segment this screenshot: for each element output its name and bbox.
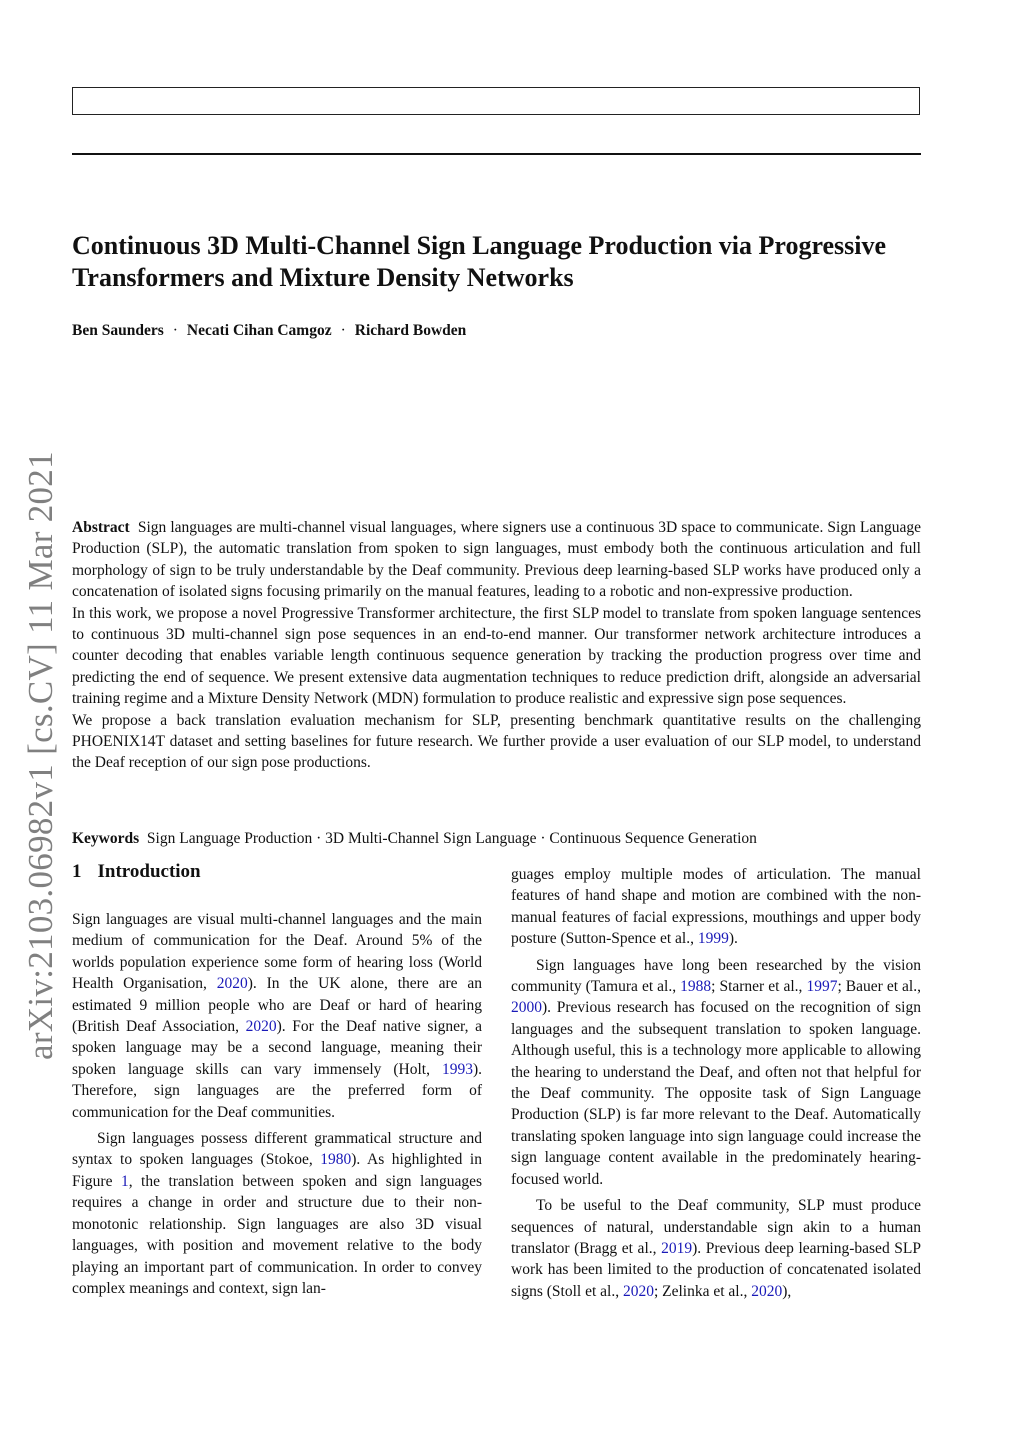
citation-link[interactable]: 1980 bbox=[320, 1151, 352, 1169]
section-heading bbox=[72, 861, 201, 883]
citation-link[interactable]: 2020 bbox=[216, 975, 248, 993]
abstract-paragraph bbox=[72, 517, 921, 603]
abstract-label: Abstract bbox=[72, 519, 130, 536]
citation-link[interactable]: 1993 bbox=[441, 1060, 473, 1078]
citation-link[interactable]: 2020 bbox=[751, 1282, 783, 1300]
citation-link[interactable]: 2020 bbox=[245, 1018, 277, 1036]
section-number: 1 bbox=[72, 861, 82, 882]
arxiv-identifier-stamp: arXiv:2103.06982v1 [cs.CV] 11 Mar 2021 bbox=[21, 451, 60, 1060]
header-rule bbox=[72, 153, 921, 155]
citation-link[interactable]: 2019 bbox=[661, 1239, 693, 1257]
right-column bbox=[511, 864, 921, 1302]
body-paragraph: Sign languages possess different grammatical structure and syntax to spoken languages (Stokoe, 1980). As highlighted in Figure 1, the translation between spoken and sign languages requires a change in order and structure due to their non-monotonic relationship. Sign languages are also 3D visual languages, with position and movement relative to the body playing an important part of communication. In order to convey complex meanings and context, sign lan- bbox=[72, 1130, 482, 1297]
body-paragraph: Sign languages are visual multi-channel languages and the main medium of communication for the Deaf. Around 5% of the worlds population experience some form of hearing loss (World Health Organisation, 2020). In the UK alone, there are an estimated 9 million people who are Deaf or hard of hearing (British Deaf Association, 2020). For the Deaf native signer, a spoken language may be a second language, meaning their spoken language skills can vary immensely (Holt, 1993). Therefore, sign languages are the preferred form of communication for the Deaf communities. bbox=[72, 911, 482, 1121]
author-separator: · bbox=[172, 322, 178, 339]
figure-reference-link[interactable]: 1 bbox=[120, 1172, 129, 1190]
paper-title: Continuous 3D Multi-Channel Sign Language Production via Progressive Transformers and Mixture Density Networks bbox=[72, 231, 887, 292]
running-header-box bbox=[72, 87, 920, 115]
body-paragraph: Sign languages have long been researched by the vision community (Tamura et al., 1988; Starner et al., 1997; Bauer et al., 2000). Previous research has focused on the recognition of sign languages and the subsequent translation to spoken language. Although useful, this is a technology more applicable to allowing the hearing to understand the Deaf, and often not that helpful for the Deaf community. The opposite task of Sign Language Production (SLP) is far more relevant to the Deaf. Automatically translating spoken language into sign language could increase the sign language content available in the predominately hearing-focused world. bbox=[511, 956, 921, 1188]
citation-link[interactable]: 1997 bbox=[806, 978, 838, 996]
author-list bbox=[72, 322, 466, 340]
citation-link[interactable]: 1999 bbox=[697, 930, 729, 948]
citation-link[interactable]: 1988 bbox=[680, 978, 712, 996]
abstract-paragraph: In this work, we propose a novel Progressive Transformer architecture, the first SLP model to translate from spoken language sentences to continuous 3D multi-channel sign pose sequences in an end-to-end manner. Our transformer network architecture introduces a counter decoding that enables variable length continuous sequence generation by tracking the production progress over time and predicting the end of sequence. We present extensive data augmentation techniques to reduce prediction drift, alongside an adversarial training regime and a Mixture Density Network (MDN) formulation to produce realistic and expressive sign pose sequences. bbox=[72, 604, 921, 708]
abstract-paragraph: We propose a back translation evaluation mechanism for SLP, presenting benchmark quantitative results on the challenging PHOENIX14T dataset and setting baselines for future research. We further provide a user evaluation of our SLP model, to understand the Deaf reception of our sign pose productions. bbox=[72, 711, 921, 772]
left-column bbox=[72, 909, 482, 1299]
author-name: Ben Saunders bbox=[72, 322, 164, 339]
author-separator: · bbox=[340, 322, 346, 339]
keywords bbox=[72, 828, 921, 849]
body-paragraph: To be useful to the Deaf community, SLP must produce sequences of natural, understandable sign akin to a human translator (Bragg et al., 2019). Previous deep learning-based SLP work has been limited to the production of concatenated isolated signs (Stoll et al., 2020; Zelinka et al., 2020), bbox=[511, 1197, 921, 1300]
citation-link[interactable]: 2020 bbox=[622, 1282, 654, 1300]
author-name: Richard Bowden bbox=[354, 322, 467, 339]
abstract-text: Sign languages are multi-channel visual languages, where signers use a continuous 3D space to communicate. Sign Language Production (SLP), the automatic translation from spoken to sign languages, must embody both the continuous articulation and full morphology of sign to be truly understandable by the Deaf community. Previous deep learning-based SLP works have produced only a concatenation of isolated signs focusing primarily on the manual features, leading to a robotic and non-expressive production. bbox=[72, 519, 922, 601]
section-title: Introduction bbox=[97, 861, 201, 882]
author-name: Necati Cihan Camgoz bbox=[186, 322, 332, 339]
citation-link[interactable]: 2000 bbox=[511, 999, 542, 1017]
keywords-label: Keywords bbox=[72, 830, 140, 847]
body-paragraph: guages employ multiple modes of articulation. The manual features of hand shape and motion are combined with the non-manual features of facial expressions, mouthings and upper body posture (Sutton-Spence et al., 1999). bbox=[511, 866, 921, 948]
keywords-text: Sign Language Production · 3D Multi-Channel Sign Language · Continuous Sequence Generation bbox=[146, 830, 757, 847]
abstract bbox=[72, 517, 921, 774]
